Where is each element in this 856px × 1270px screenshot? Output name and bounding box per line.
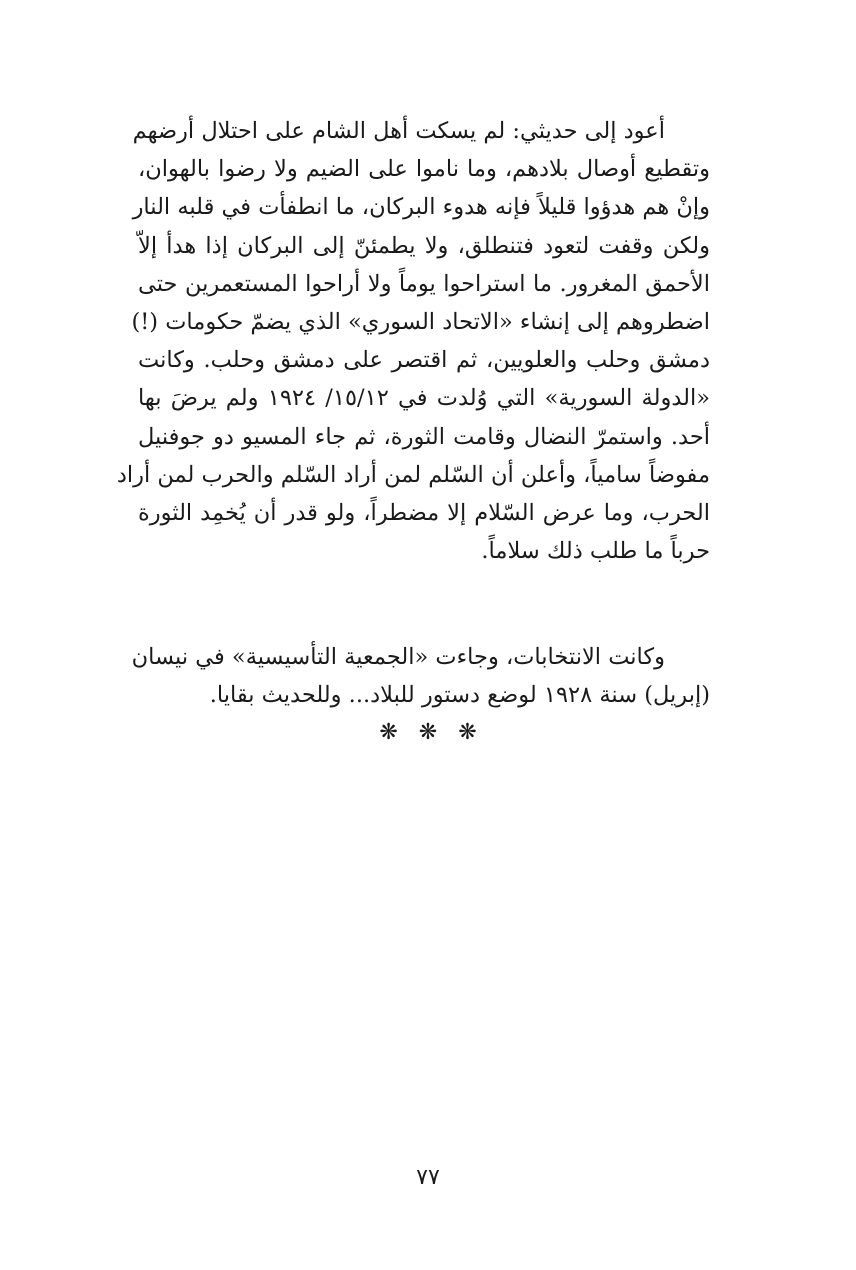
paragraph-line: الحرب، وما عرض السّلام إلا مضطراً، ولو قدر أن يُخمِد الثورة [138, 499, 710, 526]
paragraph-line: وكانت الانتخابات، وجاءت «الجمعية التأسيسية» في نيسان [131, 644, 665, 670]
paragraph-line: اضطروهم إلى إنشاء «الاتحاد السوري» الذي يضمّ حكومات (!) [131, 308, 710, 335]
paragraph-line: أحد. واستمرّ النضال وقامت الثورة، ثم جاء المسيو دو جوفنيل [138, 423, 710, 450]
paragraph-line: ولكن وقفت لتعود فتنطلق، ولا يطمئنّ إلى البركان إذا هدأ إلاّ [138, 232, 710, 259]
paragraph-line: «الدولة السورية» التي وُلدت في ١٥/١٢/ ١٩٢٤ ولم يرضَ بها [138, 385, 711, 412]
paragraph-line: وتقطيع أوصال بلادهم، وما ناموا على الضيم ولا رضوا بالهوان، [138, 156, 710, 183]
paragraph-line: الأحمق المغرور. ما استراحوا يوماً ولا أراحوا المستعمرين حتى [138, 270, 710, 297]
paragraph-line: أعود إلى حديثي: لم يسكت أهل الشام على احتلال أرضهم [132, 118, 665, 144]
paragraph-line: مفوضاً سامياً، وأعلن أن السّلم لمن أراد السّلم والحرب لمن أراد [116, 461, 710, 488]
paragraph-line: وإنْ هم هدؤوا قليلاً فإنه هدوء البركان، ما انطفأت في قلبه النار [132, 194, 710, 221]
paragraph-1 [116, 112, 711, 570]
paragraph-line: حرباً ما طلب ذلك سلاماً. [481, 538, 710, 565]
paragraph-line: دمشق وحلب والعلويين، ثم اقتصر على دمشق وحلب. وكانت [138, 347, 710, 374]
paragraph-line: (إبريل) سنة ١٩٢٨ لوضع دستور للبلاد... وللحديث بقايا. [209, 682, 710, 709]
page-number: ٧٧ [416, 1165, 440, 1190]
section-separator-asterisks: ❋ ❋ ❋ [379, 720, 477, 745]
paragraph-2 [131, 638, 710, 714]
